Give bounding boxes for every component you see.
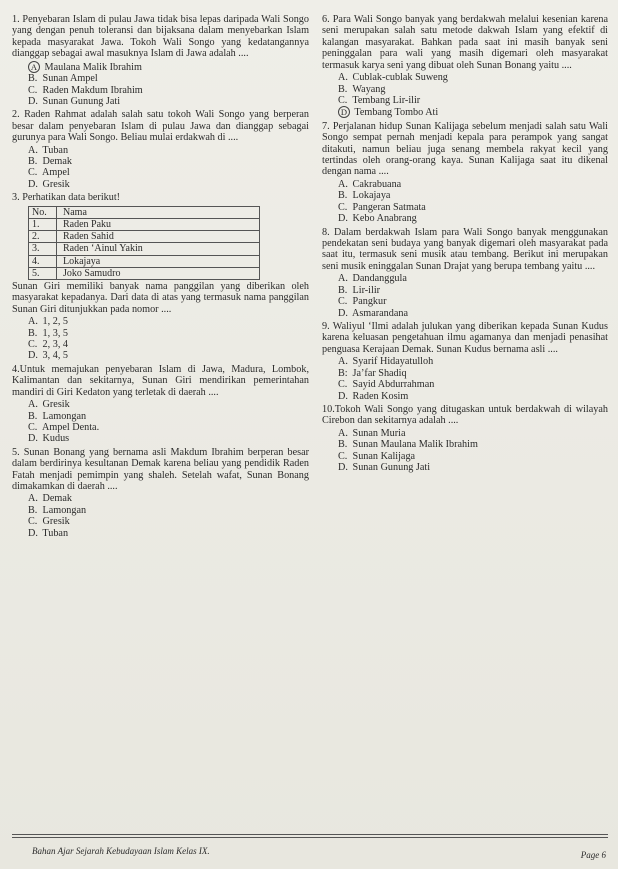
- question-1: [12, 14, 309, 107]
- option-text: Syarif Hidayatulloh: [352, 356, 434, 368]
- table-cell-nama: Joko Samudro: [57, 267, 260, 279]
- question-6-text: 6. Para Wali Songo banyak yang berdakwah melalui kesenian karena seni merupakan salah satu metode dakwah Islam yang efektif di kalangan masyarakat. Bahkan pada saat ini masih banyak seni peninggalan para wali yang masih digemari oleh masyarakat termasuk karya seni yang dibuat oleh Sunan Bonang yaitu ....: [322, 14, 608, 71]
- option-a[interactable]: [28, 399, 309, 410]
- option-text: Ampel: [41, 167, 70, 179]
- option-key: B.: [338, 83, 348, 95]
- option-text: 2, 3, 4: [42, 338, 69, 350]
- option-c[interactable]: [28, 167, 309, 178]
- option-a[interactable]: [338, 273, 608, 284]
- option-a-selected[interactable]: [28, 61, 309, 73]
- question-9-options: [338, 356, 608, 402]
- option-key: C.: [28, 167, 38, 179]
- option-text: Cakrabuana: [352, 178, 402, 190]
- question-7-options: [338, 179, 608, 225]
- option-d[interactable]: [28, 528, 309, 539]
- option-b[interactable]: [338, 439, 608, 450]
- footer-divider: [12, 837, 608, 838]
- question-10: [322, 404, 608, 474]
- question-6: [322, 14, 608, 119]
- option-d[interactable]: [28, 350, 309, 361]
- table-row: [29, 267, 260, 279]
- option-b[interactable]: [28, 411, 309, 422]
- option-key: B.: [28, 327, 38, 339]
- option-a[interactable]: [338, 356, 608, 367]
- option-key: C.: [28, 421, 38, 433]
- table-header-no: No.: [29, 206, 57, 218]
- question-5-text: 5. Sunan Bonang yang bernama asli Makdum Ibrahim berperan besar dalam berdirinya kesultanan Demak karena beliau yang pendidik Raden Fatah menjadi pemimpin yang shaleh. Setelah wafat, Sunan Bonang dimakamkan di daerah ....: [12, 446, 309, 493]
- option-text: Sunan Maulana Malik Ibrahim: [352, 439, 478, 451]
- table-cell-nama: Raden Sahid: [57, 231, 260, 243]
- option-key: B.: [28, 504, 38, 516]
- option-b[interactable]: [338, 84, 608, 95]
- option-d[interactable]: [28, 96, 309, 107]
- option-text: Sunan Muria: [352, 427, 406, 439]
- option-text: Sunan Gunung Jati: [352, 462, 431, 474]
- option-key: C.: [338, 450, 348, 462]
- option-key: B:: [338, 367, 348, 379]
- option-c[interactable]: [28, 339, 309, 350]
- option-key: C.: [28, 516, 38, 528]
- question-3-intro: 3. Perhatikan data berikut!: [12, 192, 121, 204]
- option-text: Asmarandana: [351, 307, 408, 319]
- question-9: [322, 321, 608, 402]
- table-cell-no: 2.: [29, 231, 57, 243]
- table-header-nama: Nama: [57, 206, 260, 218]
- question-4-text: 4.Untuk memajukan penyebaran Islam di Jawa, Madura, Lombok, Kalimantan dan sekitarnya, Sunan Giri mendirikan pemerintahan mandiri di Giri Kedaton yang terletak di daerah ....: [12, 363, 309, 398]
- option-key: A.: [28, 399, 38, 411]
- option-key: C.: [338, 379, 348, 391]
- question-10-options: [338, 428, 608, 474]
- option-key: A.: [28, 144, 38, 156]
- question-1-options: [28, 61, 309, 108]
- option-a[interactable]: [28, 316, 309, 327]
- option-text: 1, 2, 5: [42, 316, 69, 328]
- question-9-text: 9. Waliyul ‘Ilmi adalah julukan yang diberikan kepada Sunan Kudus karena keluasan pengetahuan ilmu agamanya dan menjadi penasihat penguasa Kerajaan Demak. Sunan Kudus bernama asli ....: [322, 320, 608, 355]
- table-row: [29, 243, 260, 255]
- question-1-text: 1. Penyebaran Islam di pulau Jawa tidak bisa lepas daripada Wali Songo yang dengan penuh toleransi dan bijaksana dalam menyebarkan Islam kepada masyarakat Jawa. Tokoh Wali Songo yang kedatangannya dianggap sebagai awal masuknya Islam di Jawa adalah ....: [12, 14, 309, 60]
- option-text: Lamongan: [42, 410, 87, 422]
- option-c[interactable]: [338, 379, 608, 390]
- option-key: A.: [338, 427, 348, 439]
- option-key: D.: [338, 390, 348, 402]
- question-8-text: 8. Dalam berdakwah Islam para Wali Songo banyak menggunakan pendekatan seni budaya yang banyak digemari oleh masyarakat pada saat itu, termasuk seni musik atau tembang. Berikut ini merupakan seni musik eninggalan Sunan Drajat yang berupa tembang yaitu ....: [322, 226, 608, 272]
- question-8-options: [338, 273, 608, 319]
- table-header-row: [29, 206, 260, 218]
- question-5-options: [28, 493, 309, 539]
- question-5: [12, 447, 309, 539]
- option-key: D.: [28, 178, 38, 190]
- option-d[interactable]: [338, 391, 608, 402]
- data-table: [28, 206, 260, 280]
- option-key: B.: [28, 156, 38, 168]
- option-key: D.: [338, 307, 348, 319]
- option-text: Dandanggula: [352, 273, 407, 285]
- footer-book-title: Bahan Ajar Sejarah Kebudayaan Islam Kelas IX.: [32, 846, 210, 856]
- option-key: C.: [28, 338, 38, 350]
- option-key: C.: [338, 94, 348, 106]
- option-key: D.: [28, 527, 38, 539]
- option-text: Tuban: [42, 144, 69, 156]
- option-b[interactable]: [338, 190, 608, 201]
- option-text: Tembang Lir-ilir: [352, 94, 421, 106]
- option-key: D.: [338, 462, 348, 474]
- option-d-selected[interactable]: [338, 106, 608, 118]
- option-d[interactable]: [338, 308, 608, 319]
- option-text: 3, 4, 5: [42, 350, 69, 362]
- option-text: Tuban: [42, 527, 69, 539]
- option-a[interactable]: [28, 493, 309, 504]
- option-text: Ja’far Shadiq: [352, 367, 407, 379]
- option-d[interactable]: [338, 462, 608, 473]
- option-key: C.: [338, 296, 348, 308]
- option-a[interactable]: [28, 145, 309, 156]
- question-4: [12, 364, 309, 445]
- option-text: Sunan Kalijaga: [352, 450, 416, 462]
- question-10-text: 10.Tokoh Wali Songo yang ditugaskan untuk berdakwah di wilayah Cirebon dan sekitarnya adalah ....: [322, 403, 608, 427]
- table-cell-no: 4.: [29, 255, 57, 267]
- table-cell-no: 3.: [29, 243, 57, 255]
- option-key: B.: [28, 73, 38, 85]
- option-key: B.: [338, 439, 348, 451]
- option-text: Lamongan: [42, 504, 87, 516]
- option-key: B.: [338, 284, 348, 296]
- question-6-options: [338, 72, 608, 119]
- option-text: Wayang: [352, 83, 386, 95]
- table-cell-no: 1.: [29, 218, 57, 230]
- question-8: [322, 227, 608, 319]
- option-key: D.: [28, 95, 38, 107]
- option-text: Tembang Tombo Ati: [354, 107, 439, 119]
- option-b[interactable]: [28, 73, 309, 84]
- option-text: Gresik: [42, 516, 70, 528]
- option-text: Pangkur: [352, 296, 387, 308]
- option-key: B.: [338, 190, 348, 202]
- option-c[interactable]: [338, 202, 608, 213]
- footer-divider: [12, 834, 608, 835]
- table-cell-no: 5.: [29, 267, 57, 279]
- question-2-text: 2. Raden Rahmat adalah salah satu tokoh Wali Songo yang berperan besar dalam penyebaran Islam di pulau Jawa dan dianggap sebagai gurunya para Wali Songo. Beliau mulai erdakwah di ....: [12, 109, 309, 144]
- option-d[interactable]: [28, 433, 309, 444]
- option-key: A.: [28, 493, 38, 505]
- option-text: Raden Makdum Ibrahim: [42, 84, 143, 96]
- option-key: A.: [28, 316, 38, 328]
- option-a[interactable]: [338, 428, 608, 439]
- option-text: Maulana Malik Ibrahim: [44, 61, 142, 73]
- option-key: D.: [28, 433, 38, 445]
- option-text: Ampel Denta.: [41, 421, 100, 433]
- option-text: Raden Kosim: [352, 390, 409, 402]
- option-b[interactable]: [28, 328, 309, 339]
- option-key: D.: [28, 350, 38, 362]
- option-text: Kebo Anabrang: [352, 213, 417, 225]
- table-row: [29, 255, 260, 267]
- question-2: [12, 109, 309, 190]
- question-3-options: [28, 316, 309, 362]
- option-text: Gresik: [42, 399, 70, 411]
- option-a[interactable]: [338, 72, 608, 83]
- footer-page-number: Page 6: [580, 850, 606, 860]
- left-column: [12, 14, 309, 541]
- option-text: Sunan Ampel: [42, 73, 98, 85]
- option-c[interactable]: [338, 95, 608, 106]
- option-text: Sunan Gunung Jati: [42, 95, 121, 107]
- option-b[interactable]: [28, 156, 309, 167]
- option-text: Demak: [42, 156, 72, 168]
- option-key: A.: [338, 356, 348, 368]
- option-text: Lokajaya: [352, 190, 391, 202]
- question-3-text: Sunan Giri memiliki banyak nama panggilan yang diberikan oleh masyarakat kepadanya. Dari data di atas yang termasuk nama panggilan Sunan Giri ditunjukkan pada nomor ....: [12, 280, 309, 315]
- option-key: B.: [28, 410, 38, 422]
- question-7: [322, 121, 608, 225]
- table-cell-nama: Raden ‘Ainul Yakin: [57, 243, 260, 255]
- question-4-options: [28, 399, 309, 445]
- option-d[interactable]: [28, 179, 309, 190]
- question-3: [12, 192, 309, 362]
- question-7-text: 7. Perjalanan hidup Sunan Kalijaga sebelum menjadi salah satu Wali Songo sempat pernah menjadi kepala para perampok yang sangat ditakuti, namun beliau juga senang membela rakyat kecil yang tertindas oleh orang-orang kaya. Sunan Kalijaga saat itu dikenal dengan nama ....: [322, 120, 608, 178]
- option-key: C.: [338, 201, 348, 213]
- option-text: Pangeran Satmata: [352, 201, 426, 213]
- option-b[interactable]: [338, 368, 608, 379]
- option-c[interactable]: [338, 296, 608, 307]
- option-text: Gresik: [42, 178, 70, 190]
- option-key: A.: [338, 178, 348, 190]
- option-text: Kudus: [42, 433, 70, 445]
- option-text: Sayid Abdurrahman: [352, 379, 435, 391]
- option-c[interactable]: [28, 422, 309, 433]
- option-key: D.: [338, 213, 348, 225]
- option-c[interactable]: [28, 85, 309, 96]
- option-text: Lir-ilir: [352, 284, 381, 296]
- option-c[interactable]: [28, 516, 309, 527]
- question-2-options: [28, 145, 309, 191]
- table-row: [29, 231, 260, 243]
- option-key: A.: [338, 273, 348, 285]
- option-c[interactable]: [338, 451, 608, 462]
- option-b[interactable]: [28, 505, 309, 516]
- right-column: [322, 14, 608, 475]
- option-d[interactable]: [338, 213, 608, 224]
- circled-answer-mark: D: [338, 106, 350, 118]
- table-row: [29, 218, 260, 230]
- circled-answer-mark: A: [28, 61, 40, 73]
- option-b[interactable]: [338, 285, 608, 296]
- table-cell-nama: Lokajaya: [57, 255, 260, 267]
- option-text: Demak: [42, 493, 72, 505]
- option-text: 1, 3, 5: [42, 327, 69, 339]
- option-key: C.: [28, 84, 38, 96]
- option-key: A.: [338, 72, 348, 84]
- option-a[interactable]: [338, 179, 608, 190]
- option-text: Cublak-cublak Suweng: [352, 72, 448, 84]
- table-cell-nama: Raden Paku: [57, 218, 260, 230]
